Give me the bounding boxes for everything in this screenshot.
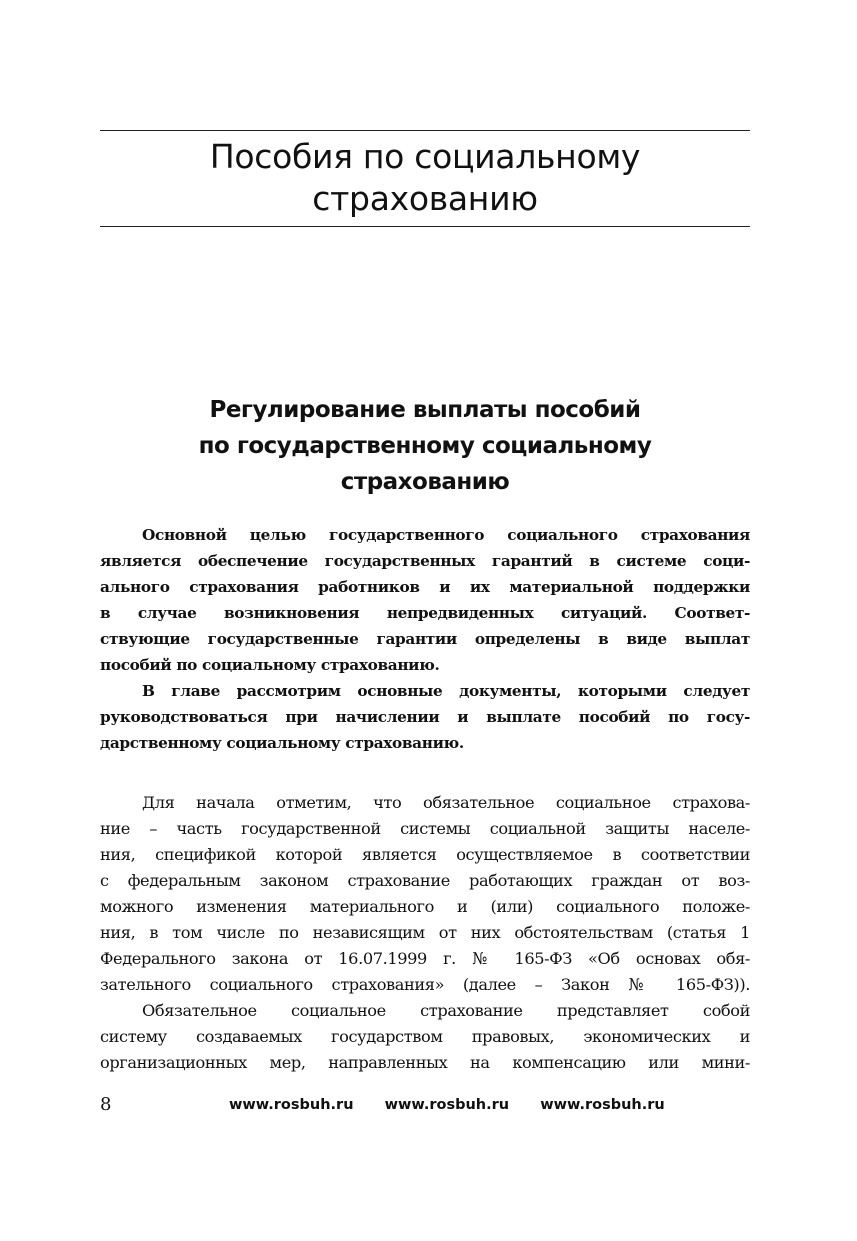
footer-link[interactable]: www.rosbuh.ru [384, 1097, 510, 1113]
page-footer [100, 1090, 750, 1120]
footer-links [229, 1090, 691, 1120]
section-title-line: по государственному социальному [198, 433, 652, 459]
body-paragraph-line: ния, спецификой которой является осуществляемое в соответствии [100, 845, 750, 864]
body-paragraph-line: ния, в том числе по независящим от них обстоятельствам (статья 1 [100, 923, 750, 942]
intro-paragraph-line: ального страхования работников и их материальной поддержки [100, 578, 750, 596]
intro-paragraph-line: руководствоваться при начислении и выплате пособий по госу- [100, 708, 750, 726]
intro-paragraph-line: дарственному социальному страхованию. [100, 734, 464, 752]
body-paragraph-line: Для начала отметим, что обязательное социальное страхова- [142, 793, 750, 812]
chapter-title-top-rule [100, 130, 750, 131]
body-paragraph-line: организационных мер, направленных на компенсацию или мини- [100, 1053, 750, 1072]
chapter-title-line: страхованию [312, 179, 538, 218]
body-paragraph-line: можного изменения материального и (или) социального положе- [100, 897, 750, 916]
chapter-title-line: Пособия по социальному [209, 137, 641, 176]
section-title [100, 392, 750, 500]
body-paragraph-line: зательного социального страхования» (далее – Закон № 165-ФЗ)). [100, 975, 750, 994]
page-number: 8 [100, 1094, 112, 1115]
footer-link[interactable]: www.rosbuh.ru [540, 1097, 665, 1113]
chapter-title [100, 136, 750, 220]
body-paragraph-line: систему создаваемых государством правовых, экономических и [100, 1027, 750, 1046]
intro-paragraph-line: пособий по социальному страхованию. [100, 656, 440, 674]
body-text [100, 790, 750, 1076]
intro-paragraph-line: является обеспечение государственных гарантий в системе соци- [100, 552, 750, 570]
intro-text [100, 522, 750, 756]
intro-paragraph-line: Основной целью государственного социального страхования [142, 526, 750, 544]
section-title-line: Регулирование выплаты пособий [209, 397, 641, 423]
body-paragraph-line: с федеральным законом страхование работающих граждан от воз- [100, 871, 750, 890]
body-paragraph-line: Обязательное социальное страхование представляет собой [142, 1001, 750, 1020]
section-title-line: страхованию [340, 469, 510, 495]
body-paragraph-line: Федерального закона от 16.07.1999 г. № 165-ФЗ «Об основах обя- [100, 949, 750, 968]
intro-paragraph-line: в случае возникновения непредвиденных ситуаций. Соответ- [100, 604, 750, 622]
body-paragraph-line: ние – часть государственной системы социальной защиты населе- [100, 819, 750, 838]
intro-paragraph-line: ствующие государственные гарантии определены в виде выплат [100, 630, 750, 648]
footer-link[interactable]: www.rosbuh.ru [229, 1097, 354, 1113]
intro-paragraph-line: В главе рассмотрим основные документы, которыми следует [142, 682, 750, 700]
chapter-title-bottom-rule [100, 226, 750, 227]
